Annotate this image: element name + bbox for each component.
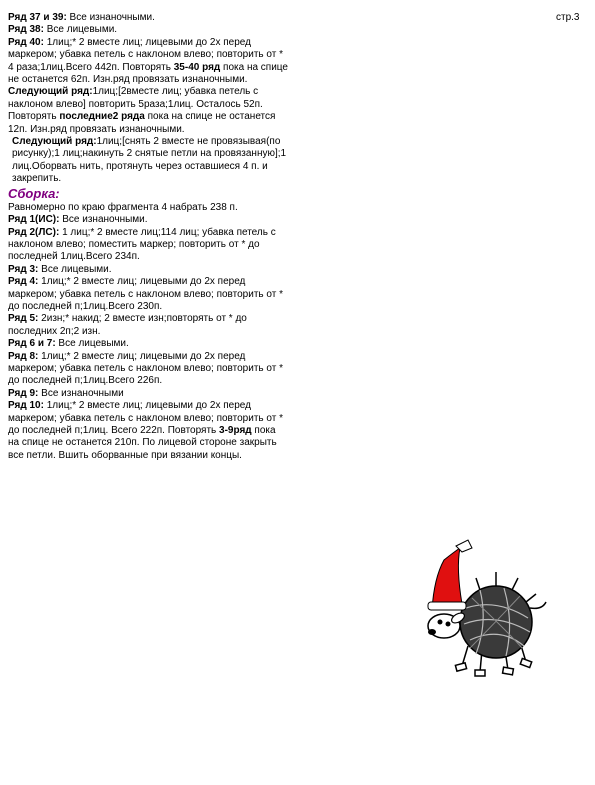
row-text: пока на спице не останется 62п. Изн.ряд провязать изнаночными. [8, 61, 288, 86]
row-label: Ряд 9: [8, 387, 39, 399]
row-text: 1 лиц;* 2 вместе лиц;114 лиц; убавка петель с наклоном влево; поместить маркер; повторить от * до последней 1лиц.Всего 234п. [8, 226, 276, 263]
assembly-row-3 [8, 264, 288, 276]
row-label: Ряд 3: [8, 263, 39, 275]
assembly-row-4 [8, 276, 288, 313]
row-emphasis: 3-9ряд [219, 425, 252, 436]
row-text: 1лиц;[снять 2 вместе не провязывая(по рисунку);1 лиц;накинуть 2 снятые петли на провязанную];1 лиц.Оборвать нить, протянуть через оставшиеся 4 п. и закрепить. [12, 136, 287, 185]
row-text: Все изнаночными. [59, 214, 148, 226]
row-text: Все изнаночными [38, 387, 124, 399]
row-text: Все лицевыми. [38, 263, 112, 275]
next-row-2-instruction [8, 136, 288, 186]
row-40-instruction [8, 37, 288, 87]
santa-hat [428, 540, 472, 610]
row-text: 1лиц;* 2 вместе лиц; лицевыми до 2х перед маркером; убавка петель с наклоном влево; повторить от * до последней п;1лиц.Всего 226п. [8, 350, 283, 387]
pattern-text [8, 12, 288, 462]
sheep-head [428, 611, 466, 638]
row-label: Следующий ряд: [8, 86, 93, 98]
assembly-row-6-7 [8, 338, 288, 350]
row-text: пока на спице не останется 12п. Изн.ряд провязать изнаночными. [8, 111, 276, 135]
row-text: Все изнаночными. [66, 12, 155, 23]
yarn-ball-sheep-illustration [410, 538, 560, 688]
row-text: 2изн;* накид; 2 вместе изн;повторять от * до последних 2п;2 изн. [8, 313, 247, 337]
row-text: 1лиц;* 2 вместе лиц; лицевыми до 2х перед маркером; убавка петель с наклоном влево; повторить от * до последней п;1лиц.Всего 230п. [8, 276, 283, 312]
row-label: Ряд 4: [8, 276, 39, 288]
row-text: Все лицевыми. [43, 24, 118, 36]
row-label: Ряд 10: [8, 400, 44, 412]
assembly-row-8 [8, 351, 288, 388]
rows-37-39-instruction [8, 12, 288, 24]
next-row-1-instruction [8, 86, 288, 136]
row-text: 1лиц;[2вместе лиц; убавка петель с наклоном влево] повторить 5раза;1лиц. Осталось 52п. Повторять [8, 86, 263, 123]
row-label: Ряд 1(ИС): [8, 214, 60, 226]
assembly-title: Сборка: [8, 185, 60, 201]
assembly-row-1 [8, 214, 288, 226]
row-label: Ряд 6 и 7: [8, 338, 56, 350]
row-text: пока на спице не останется 210п. По лицевой стороне закрыть все петли. Вшить оборванные при вязании концы. [8, 425, 277, 461]
row-label: Ряд 8: [8, 350, 39, 362]
row-label: Ряд 40: [8, 36, 44, 48]
row-text: Все лицевыми. [55, 338, 129, 350]
row-label: Ряд 37 и 39: [8, 12, 67, 23]
row-label: Ряд 2(ЛС): [8, 226, 60, 238]
row-text: 1лиц;* 2 вместе лиц; лицевыми до 2х перед маркером; убавка петель с наклоном влево; повторить от * до последней п;1лиц. Всего 222п. Повторять [8, 400, 283, 436]
assembly-row-10 [8, 400, 288, 462]
row-label: Следующий ряд: [12, 136, 97, 148]
row-text: 1лиц;* 2 вместе лиц; лицевыми до 2х перед маркером; убавка петель с наклоном влево; повторить от * 4 раза;1лиц.Всего 442п. Повторять [8, 36, 283, 73]
page-number: стр.3 [556, 12, 580, 23]
assembly-intro: Равномерно по краю фрагмента 4 набрать 238 п. [8, 201, 238, 213]
tail [530, 602, 546, 608]
assembly-row-2 [8, 227, 288, 264]
row-emphasis: последние2 ряда [59, 111, 145, 123]
assembly-row-9 [8, 388, 288, 400]
row-label: Ряд 38: [8, 24, 44, 36]
row-38-instruction [8, 24, 288, 36]
assembly-row-5 [8, 313, 288, 338]
row-label: Ряд 5: [8, 313, 39, 325]
row-emphasis: 35-40 ряд [173, 61, 221, 73]
yarn-ball [460, 586, 532, 658]
